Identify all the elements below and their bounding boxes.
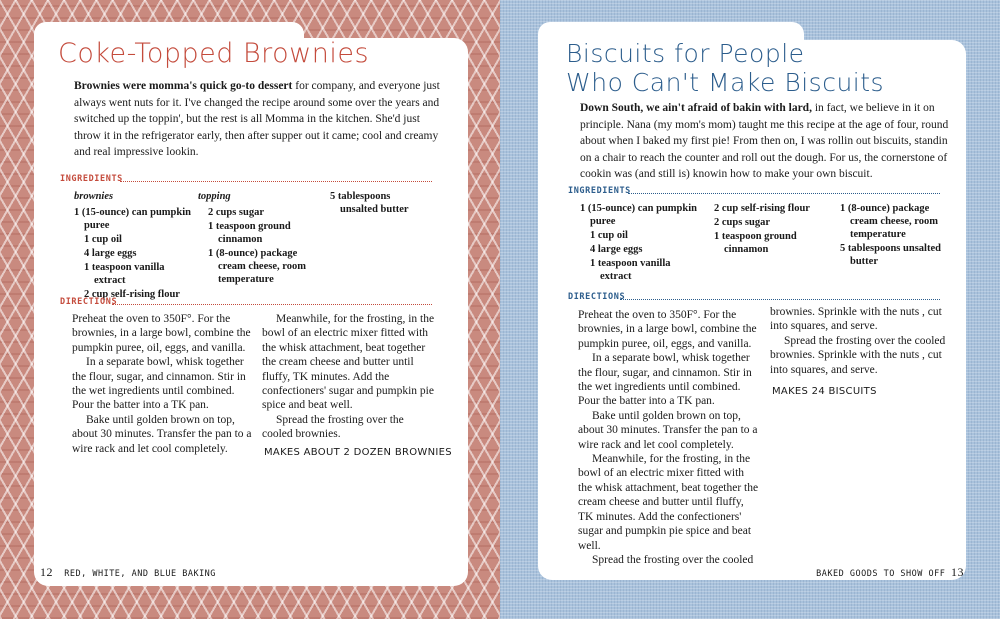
right-title-line-1: Biscuits for People bbox=[566, 39, 805, 68]
direction-step: Spread the frosting over the cooled bbox=[592, 553, 754, 566]
right-ingredients-col-1 bbox=[580, 202, 700, 284]
right-directions-label: DIRECTIONS bbox=[568, 292, 626, 302]
ingredient-item: 1 (15-ounce) can pumpkin puree bbox=[580, 203, 697, 227]
direction-step: Preheat the oven to 350F°. For the brownies, in a large bowl, combine the pumpkin puree, oil, eggs, and vanilla. bbox=[72, 313, 251, 354]
right-running-head: BAKED GOODS TO SHOW OFF bbox=[816, 569, 946, 579]
ingredient-item: 2 cup self-rising flour bbox=[84, 289, 180, 300]
right-directions-divider bbox=[620, 299, 940, 300]
direction-step: Bake until golden brown on top, about 30 minutes. Transfer the pan to a wire rack and let cool completely. bbox=[72, 413, 252, 455]
right-ingredients-col-2 bbox=[714, 202, 834, 257]
ingredient-item: 2 cups sugar bbox=[208, 207, 265, 218]
right-ingredients-label: INGREDIENTS bbox=[568, 186, 631, 196]
ingredient-item: 4 large eggs bbox=[84, 248, 137, 259]
left-ingredients-divider bbox=[120, 181, 432, 182]
right-directions-col-1 bbox=[578, 308, 760, 567]
ingredient-item: 1 teaspoon ground cinnamon bbox=[208, 221, 291, 245]
left-ingredients-col-2 bbox=[198, 190, 308, 287]
right-yield: MAKES 24 BISCUITS bbox=[772, 386, 877, 397]
left-intro-lead: Brownies were momma's quick go-to dessert bbox=[74, 80, 293, 92]
direction-step: Meanwhile, for the frosting, in the bowl of an electric mixer fitted with the whisk attachment, beat together the cream cheese and butter until fluffy, TK minutes. Add the confectioners' sugar and pumpkin pie spice and beat well. bbox=[262, 313, 435, 412]
ingredient-item: 1 teaspoon vanilla extract bbox=[590, 258, 671, 282]
ingredient-item: 1 (8-ounce) package cream cheese, room temperature bbox=[208, 248, 306, 285]
ingredient-item: 1 teaspoon ground cinnamon bbox=[714, 231, 797, 255]
left-running-head: RED, WHITE, AND BLUE BAKING bbox=[64, 569, 216, 579]
left-ingredients-col-3 bbox=[330, 190, 430, 217]
left-recipe-title: Coke-Topped Brownies bbox=[58, 38, 370, 69]
ingredient-item: 4 large eggs bbox=[590, 244, 643, 255]
left-intro-body: for company, and everyone just always went nuts for it. I've changed the recipe around some over the years and switched up the toppin', but the rest is all Momma in the kitchen. She'd just throw it in the refrigerator early, then after supper out it came; cool and creamy and real impressive lookin. bbox=[74, 80, 440, 158]
left-page-number: 12 bbox=[40, 565, 53, 579]
direction-step: In a separate bowl, whisk together the flour, sugar, and cinnamon. Stir in the wet ingredients until combined. Pour the batter into a TK pan. bbox=[72, 356, 246, 412]
ingredient-item: 1 (15-ounce) can pumpkin puree bbox=[74, 207, 191, 231]
direction-step: brownies. Sprinkle with the nuts , cut into squares, and serve. bbox=[770, 306, 942, 333]
left-directions-divider bbox=[112, 304, 432, 305]
ingredient-item: 2 cup self-rising flour bbox=[714, 203, 810, 214]
direction-step: Spread the frosting over the cooled brownies. bbox=[262, 413, 404, 441]
right-footer bbox=[816, 565, 964, 580]
ingredient-item: 1 cup oil bbox=[84, 234, 122, 245]
ingredient-item: 5 tablespoons unsalted butter bbox=[330, 191, 409, 215]
right-ingredients-divider bbox=[628, 193, 940, 194]
left-directions-col-1 bbox=[72, 312, 252, 456]
ingredient-subhead: topping bbox=[198, 191, 231, 202]
right-title-line-2: Who Can't Make Biscuits bbox=[566, 67, 885, 97]
ingredient-item: 1 teaspoon vanilla extract bbox=[84, 262, 165, 286]
left-directions-label: DIRECTIONS bbox=[60, 297, 118, 307]
direction-step: Preheat the oven to 350F°. For the brownies, in a large bowl, combine the pumpkin puree, oil, eggs, and vanilla. bbox=[578, 309, 757, 350]
ingredient-item: 1 cup oil bbox=[590, 230, 628, 241]
ingredient-item: 5 tablespoons unsalted butter bbox=[840, 243, 941, 267]
right-intro-body: in fact, we believe in it on principle. Nana (my mom's mom) taught me this recipe at the age of four, round about when I baked my first pie! From then on, I was rollin out biscuits, standin on a chair to reach the counter and roll out the dough. For us, the cornerstone of cookin was (and still is) knowin how to make your own biscuit. bbox=[580, 102, 949, 180]
right-page-number: 13 bbox=[951, 565, 964, 579]
ingredient-subhead: brownies bbox=[74, 191, 114, 202]
right-intro-paragraph bbox=[580, 100, 950, 183]
right-ingredients-col-3 bbox=[840, 202, 952, 269]
direction-step: Bake until golden brown on top, about 30 minutes. Transfer the pan to a wire rack and let cool completely. bbox=[578, 409, 758, 451]
left-yield: MAKES ABOUT 2 DOZEN BROWNIES bbox=[264, 447, 452, 458]
direction-step: Spread the frosting over the cooled brownies. Sprinkle with the nuts , cut into squares, and serve. bbox=[770, 334, 946, 376]
ingredient-item: 2 cups sugar bbox=[714, 217, 771, 228]
direction-step: Meanwhile, for the frosting, in the bowl of an electric mixer fitted with the whisk attachment, beat together the cream cheese and butter until fluffy, TK minutes. Add the confectioners' sugar and pumpkin pie spice and beat well. bbox=[578, 453, 759, 552]
left-ingredients-col-1 bbox=[74, 190, 194, 302]
left-ingredients-label: INGREDIENTS bbox=[60, 174, 123, 184]
right-directions-col-2 bbox=[770, 305, 950, 377]
direction-step: In a separate bowl, whisk together the flour, sugar, and cinnamon. Stir in the wet ingredients until combined. Pour the batter into a TK pan. bbox=[578, 352, 752, 408]
ingredient-item: 1 (8-ounce) package cream cheese, room temperature bbox=[840, 203, 938, 240]
left-intro-paragraph bbox=[74, 78, 442, 161]
right-recipe-title bbox=[566, 40, 884, 98]
left-footer bbox=[40, 565, 216, 580]
right-intro-lead: Down South, we ain't afraid of bakin with lard, bbox=[580, 102, 812, 114]
left-directions-col-2 bbox=[262, 312, 437, 442]
